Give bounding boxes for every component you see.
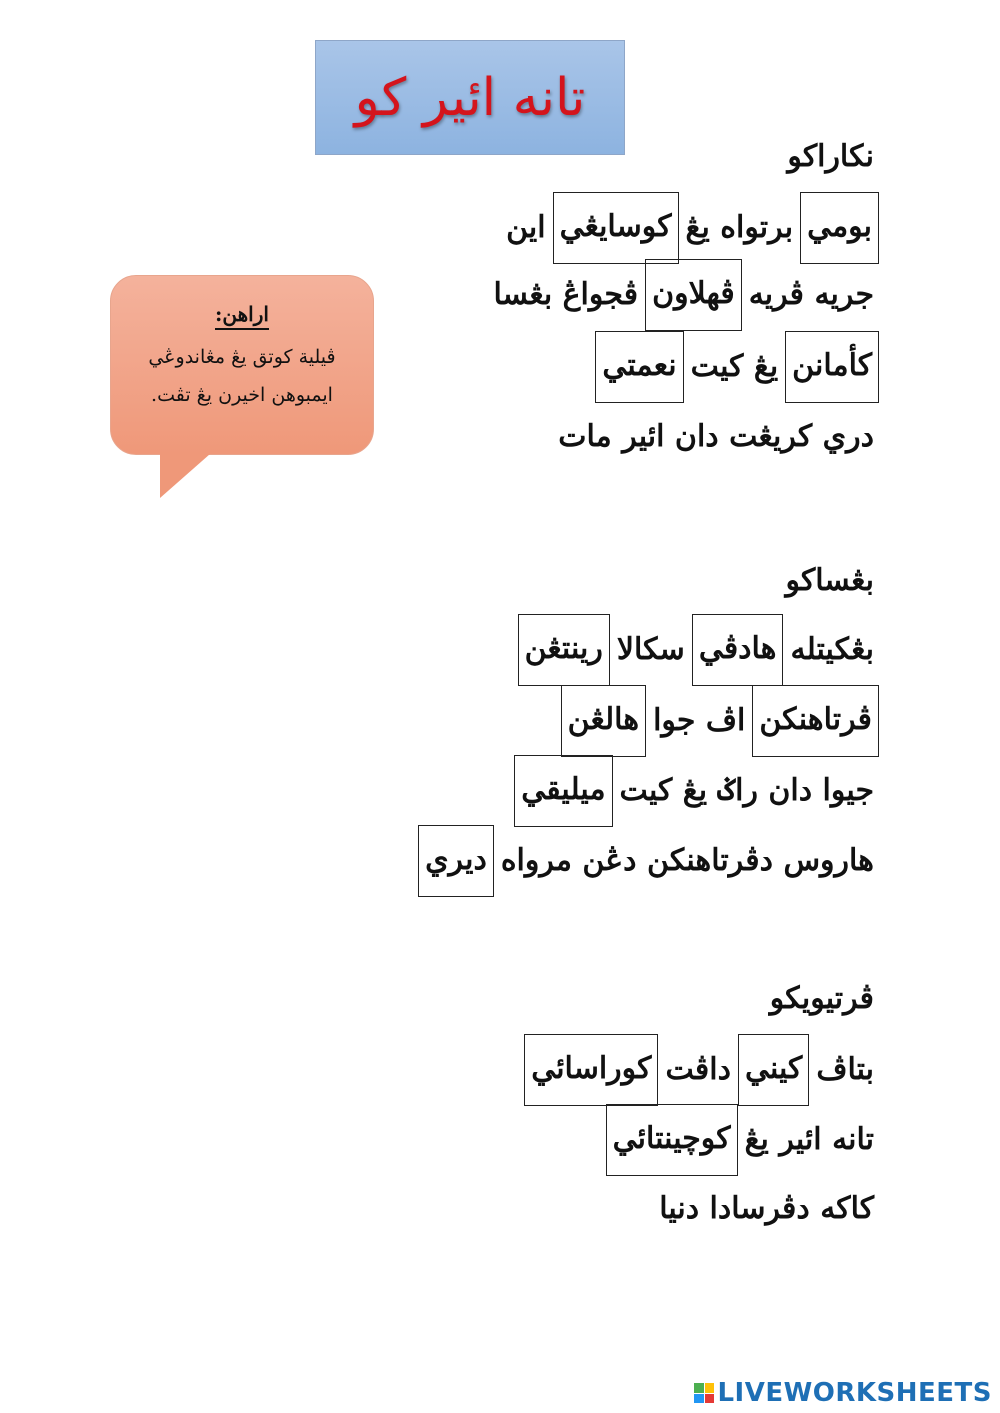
line-text: اين: [506, 210, 546, 245]
title-banner: [315, 40, 625, 155]
stanza-heading: [764, 968, 880, 1030]
instruction-line-1: ڤيلية كوتق يڠ مڠاندوڠي: [148, 346, 336, 368]
stanza-heading: [779, 550, 880, 612]
poem-line: [487, 264, 880, 326]
line-text: تانه ائير يڠ: [744, 1122, 874, 1157]
instruction-heading: اراهن:: [215, 302, 269, 330]
stanza-heading: [781, 126, 880, 188]
footer-brand-text: LIVEWORKSHEETS: [717, 1378, 992, 1408]
boxed-word[interactable]: كوراسائي: [524, 1034, 658, 1106]
poem-line: [653, 1178, 880, 1240]
poem-line: [523, 1039, 880, 1101]
line-text: داڤت: [665, 1052, 731, 1087]
line-text: جيوا دان راݢ يڠ كيت: [619, 773, 874, 808]
poem-line: [517, 619, 880, 681]
boxed-word[interactable]: كوسايڠي: [553, 192, 679, 264]
boxed-word[interactable]: ديري: [418, 825, 494, 897]
boxed-word[interactable]: هالڠن: [561, 685, 646, 757]
poem-line: [513, 760, 880, 822]
boxed-word[interactable]: نعمتي: [595, 331, 683, 403]
line-text: هاروس دڤرتاهنكن دڠن مرواه: [500, 843, 874, 878]
boxed-word[interactable]: كوچينتائي: [606, 1104, 738, 1176]
line-text: دري كريڠت دان ائير مات: [558, 419, 874, 454]
stanza-heading-text: نكاراكو: [787, 139, 874, 174]
boxed-word[interactable]: ڤهلاون: [645, 259, 742, 331]
boxed-word[interactable]: ڤرتاهنكن: [752, 685, 879, 757]
boxed-word[interactable]: كأمانن: [785, 331, 879, 403]
page-title: تانه ائير كو: [354, 67, 586, 128]
line-text: برتواه يڠ: [685, 210, 794, 245]
bubble-tail: [160, 454, 210, 498]
poem-line: [552, 406, 880, 468]
footer-branding: [694, 1378, 992, 1408]
line-text: بڠكيتله: [790, 632, 874, 667]
line-text: اڤ جوا: [653, 703, 746, 738]
instruction-bubble: [110, 275, 374, 455]
instruction-line-2: ايمبوهن اخيرن يڠ تڤت.: [151, 384, 333, 406]
logo-square: [705, 1394, 715, 1404]
line-text: سكالا: [616, 632, 685, 667]
logo-square: [694, 1383, 704, 1393]
line-text: ڤجواڠ بڠسا: [493, 277, 639, 312]
boxed-word[interactable]: ميليقي: [514, 755, 612, 827]
stanza-heading-text: بڠساكو: [785, 563, 874, 598]
line-text: يڠ كيت: [690, 349, 779, 384]
poem-line: [605, 1109, 880, 1171]
boxed-word[interactable]: بومي: [800, 192, 879, 264]
poem-line: [417, 830, 880, 892]
boxed-word[interactable]: رينتڠن: [518, 614, 610, 686]
line-text: جريه ڤريه: [748, 277, 874, 312]
logo-square: [705, 1383, 715, 1393]
boxed-word[interactable]: هادڤي: [692, 614, 784, 686]
boxed-word[interactable]: كيني: [738, 1034, 809, 1106]
line-text: كاكه دڤرسادا دنيا: [659, 1191, 874, 1226]
poem-line: [560, 690, 880, 752]
liveworksheets-logo-icon: [694, 1383, 714, 1403]
poem-line: [594, 336, 880, 398]
logo-square: [694, 1394, 704, 1404]
stanza-heading-text: ڤرتيويكو: [769, 981, 874, 1016]
line-text: بتاڤ: [816, 1052, 874, 1087]
poem-line: [500, 197, 880, 259]
